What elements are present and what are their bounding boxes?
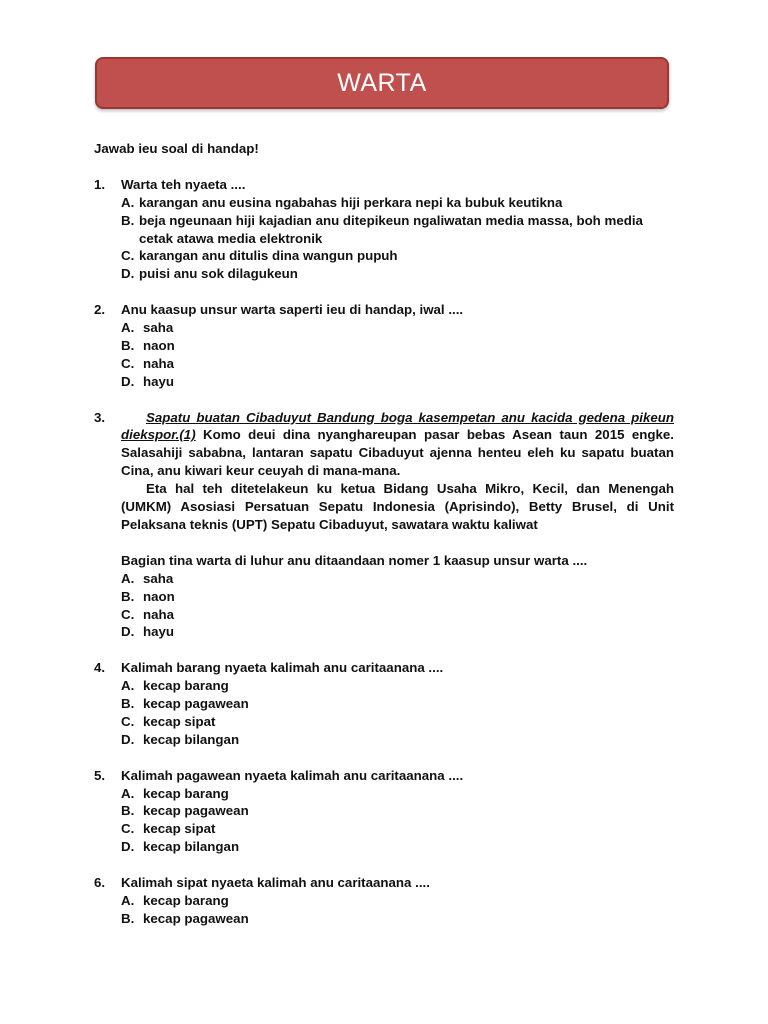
option-text: kecap barang bbox=[143, 892, 229, 908]
option-a bbox=[121, 194, 674, 212]
option-c bbox=[121, 820, 674, 838]
option-letter: B. bbox=[121, 696, 135, 712]
option-b bbox=[121, 212, 674, 248]
option-text: naon bbox=[143, 588, 175, 604]
question-text: Warta teh nyaeta .... bbox=[121, 176, 246, 192]
paragraph-text: Komo deui dina nyanghareupan pasar bebas Asean taun 2015 engke. Salasahiji sababna, lantaran sapatu Cibaduyut ajenna henteu eleh ku sapatu buatan Cina, anu kiwari keur ceuyah di mana-mana. bbox=[121, 427, 674, 479]
option-list bbox=[121, 677, 674, 749]
option-letter: A. bbox=[121, 570, 135, 586]
option-d bbox=[121, 373, 674, 391]
option-letter: C. bbox=[121, 713, 135, 729]
question-text: Kalimah barang nyaeta kalimah anu caritaanana .... bbox=[121, 660, 444, 676]
news-paragraph-1 bbox=[121, 409, 674, 481]
option-letter: B. bbox=[121, 910, 135, 926]
option-b bbox=[121, 695, 674, 713]
question-number: 2. bbox=[94, 302, 106, 318]
option-list bbox=[121, 892, 674, 928]
option-text: kecap sipat bbox=[143, 821, 216, 837]
option-letter: C. bbox=[121, 248, 135, 264]
option-letter: C. bbox=[121, 821, 135, 837]
option-letter: A. bbox=[121, 320, 135, 336]
option-c bbox=[121, 355, 674, 373]
question-1 bbox=[94, 176, 674, 283]
question-2 bbox=[94, 301, 674, 391]
option-letter: A. bbox=[121, 785, 135, 801]
option-letter: C. bbox=[121, 606, 135, 622]
question-6 bbox=[94, 874, 674, 928]
option-a bbox=[121, 319, 674, 337]
option-letter: B. bbox=[121, 588, 135, 604]
option-text: saha bbox=[143, 320, 174, 336]
question-number: 1. bbox=[94, 176, 106, 192]
option-letter: D. bbox=[121, 624, 135, 640]
option-text: kecap pagawean bbox=[143, 803, 249, 819]
option-d bbox=[121, 623, 674, 641]
page-title: WARTA bbox=[337, 68, 427, 97]
option-c bbox=[121, 606, 674, 624]
option-text: kecap bilangan bbox=[143, 731, 240, 747]
option-d bbox=[121, 265, 674, 283]
option-a bbox=[121, 785, 674, 803]
paragraph-spacer bbox=[121, 534, 674, 552]
option-letter: B. bbox=[121, 212, 135, 228]
instruction-text: Jawab ieu soal di handap! bbox=[94, 141, 259, 156]
option-text: kecap barang bbox=[143, 785, 229, 801]
option-text: kecap bilangan bbox=[143, 839, 240, 855]
option-c bbox=[121, 713, 674, 731]
option-list bbox=[121, 570, 674, 642]
option-text: puisi anu sok dilagukeun bbox=[139, 266, 298, 282]
option-b bbox=[121, 802, 674, 820]
option-b bbox=[121, 588, 674, 606]
option-b bbox=[121, 910, 674, 928]
question-number: 6. bbox=[94, 875, 106, 891]
option-text: kecap pagawean bbox=[143, 696, 249, 712]
question-text: Kalimah pagawean nyaeta kalimah anu caritaanana .... bbox=[121, 767, 464, 783]
question-text: Kalimah sipat nyaeta kalimah anu caritaanana .... bbox=[121, 875, 430, 891]
option-text: hayu bbox=[143, 373, 175, 389]
option-text: karangan anu ditulis dina wangun pupuh bbox=[139, 248, 398, 264]
title-banner bbox=[95, 57, 669, 109]
marked-sentence-1: Sapatu buatan Cibaduyut Bandung boga kasempetan anu kacida gedena pikeun diekspor.(1) bbox=[121, 409, 674, 443]
option-a bbox=[121, 677, 674, 695]
option-a bbox=[121, 570, 674, 588]
question-number: 4. bbox=[94, 660, 106, 676]
option-letter: D. bbox=[121, 373, 135, 389]
option-d bbox=[121, 838, 674, 856]
news-paragraph-2: Eta hal teh ditetelakeun ku ketua Bidang Usaha Mikro, Kecil, dan Menengah (UMKM) Asosiasi Persatuan Sepatu Indonesia (Aprisindo), Betty Brusel, di Unit Pelaksana teknis (UPT) Sepatu Cibaduyut, sawatara waktu kaliwat bbox=[121, 481, 674, 532]
option-text: kecap barang bbox=[143, 678, 229, 694]
option-text: naha bbox=[143, 355, 175, 371]
option-text: saha bbox=[143, 570, 174, 586]
question-number: 3. bbox=[94, 409, 106, 425]
option-list bbox=[121, 319, 674, 391]
option-letter: A. bbox=[121, 194, 135, 210]
question-number: 5. bbox=[94, 767, 106, 783]
option-text: kecap sipat bbox=[143, 713, 216, 729]
option-text: beja ngeunaan hiji kajadian anu ditepikeun ngaliwatan media massa, boh media cetak atawa media elektronik bbox=[139, 212, 643, 246]
option-text: kecap pagawean bbox=[143, 910, 249, 926]
option-letter: D. bbox=[121, 731, 135, 747]
question-5 bbox=[94, 767, 674, 857]
option-b bbox=[121, 337, 674, 355]
option-list bbox=[121, 194, 674, 284]
question-4 bbox=[94, 659, 674, 749]
option-letter: A. bbox=[121, 892, 135, 908]
option-text: naon bbox=[143, 337, 175, 353]
question-text: Bagian tina warta di luhur anu ditaandaan nomer 1 kaasup unsur warta .... bbox=[121, 552, 588, 568]
option-letter: B. bbox=[121, 803, 135, 819]
document-body bbox=[94, 140, 674, 946]
option-a bbox=[121, 892, 674, 910]
option-letter: A. bbox=[121, 678, 135, 694]
option-letter: D. bbox=[121, 839, 135, 855]
option-letter: B. bbox=[121, 337, 135, 353]
option-d bbox=[121, 731, 674, 749]
question-text: Anu kaasup unsur warta saperti ieu di handap, iwal .... bbox=[121, 302, 464, 318]
option-letter: C. bbox=[121, 355, 135, 371]
question-3 bbox=[94, 409, 674, 642]
option-c bbox=[121, 247, 674, 265]
option-text: naha bbox=[143, 606, 175, 622]
option-text: hayu bbox=[143, 624, 175, 640]
option-list bbox=[121, 785, 674, 857]
option-text: karangan anu eusina ngabahas hiji perkara nepi ka bubuk keutikna bbox=[139, 194, 563, 210]
option-letter: D. bbox=[121, 266, 135, 282]
